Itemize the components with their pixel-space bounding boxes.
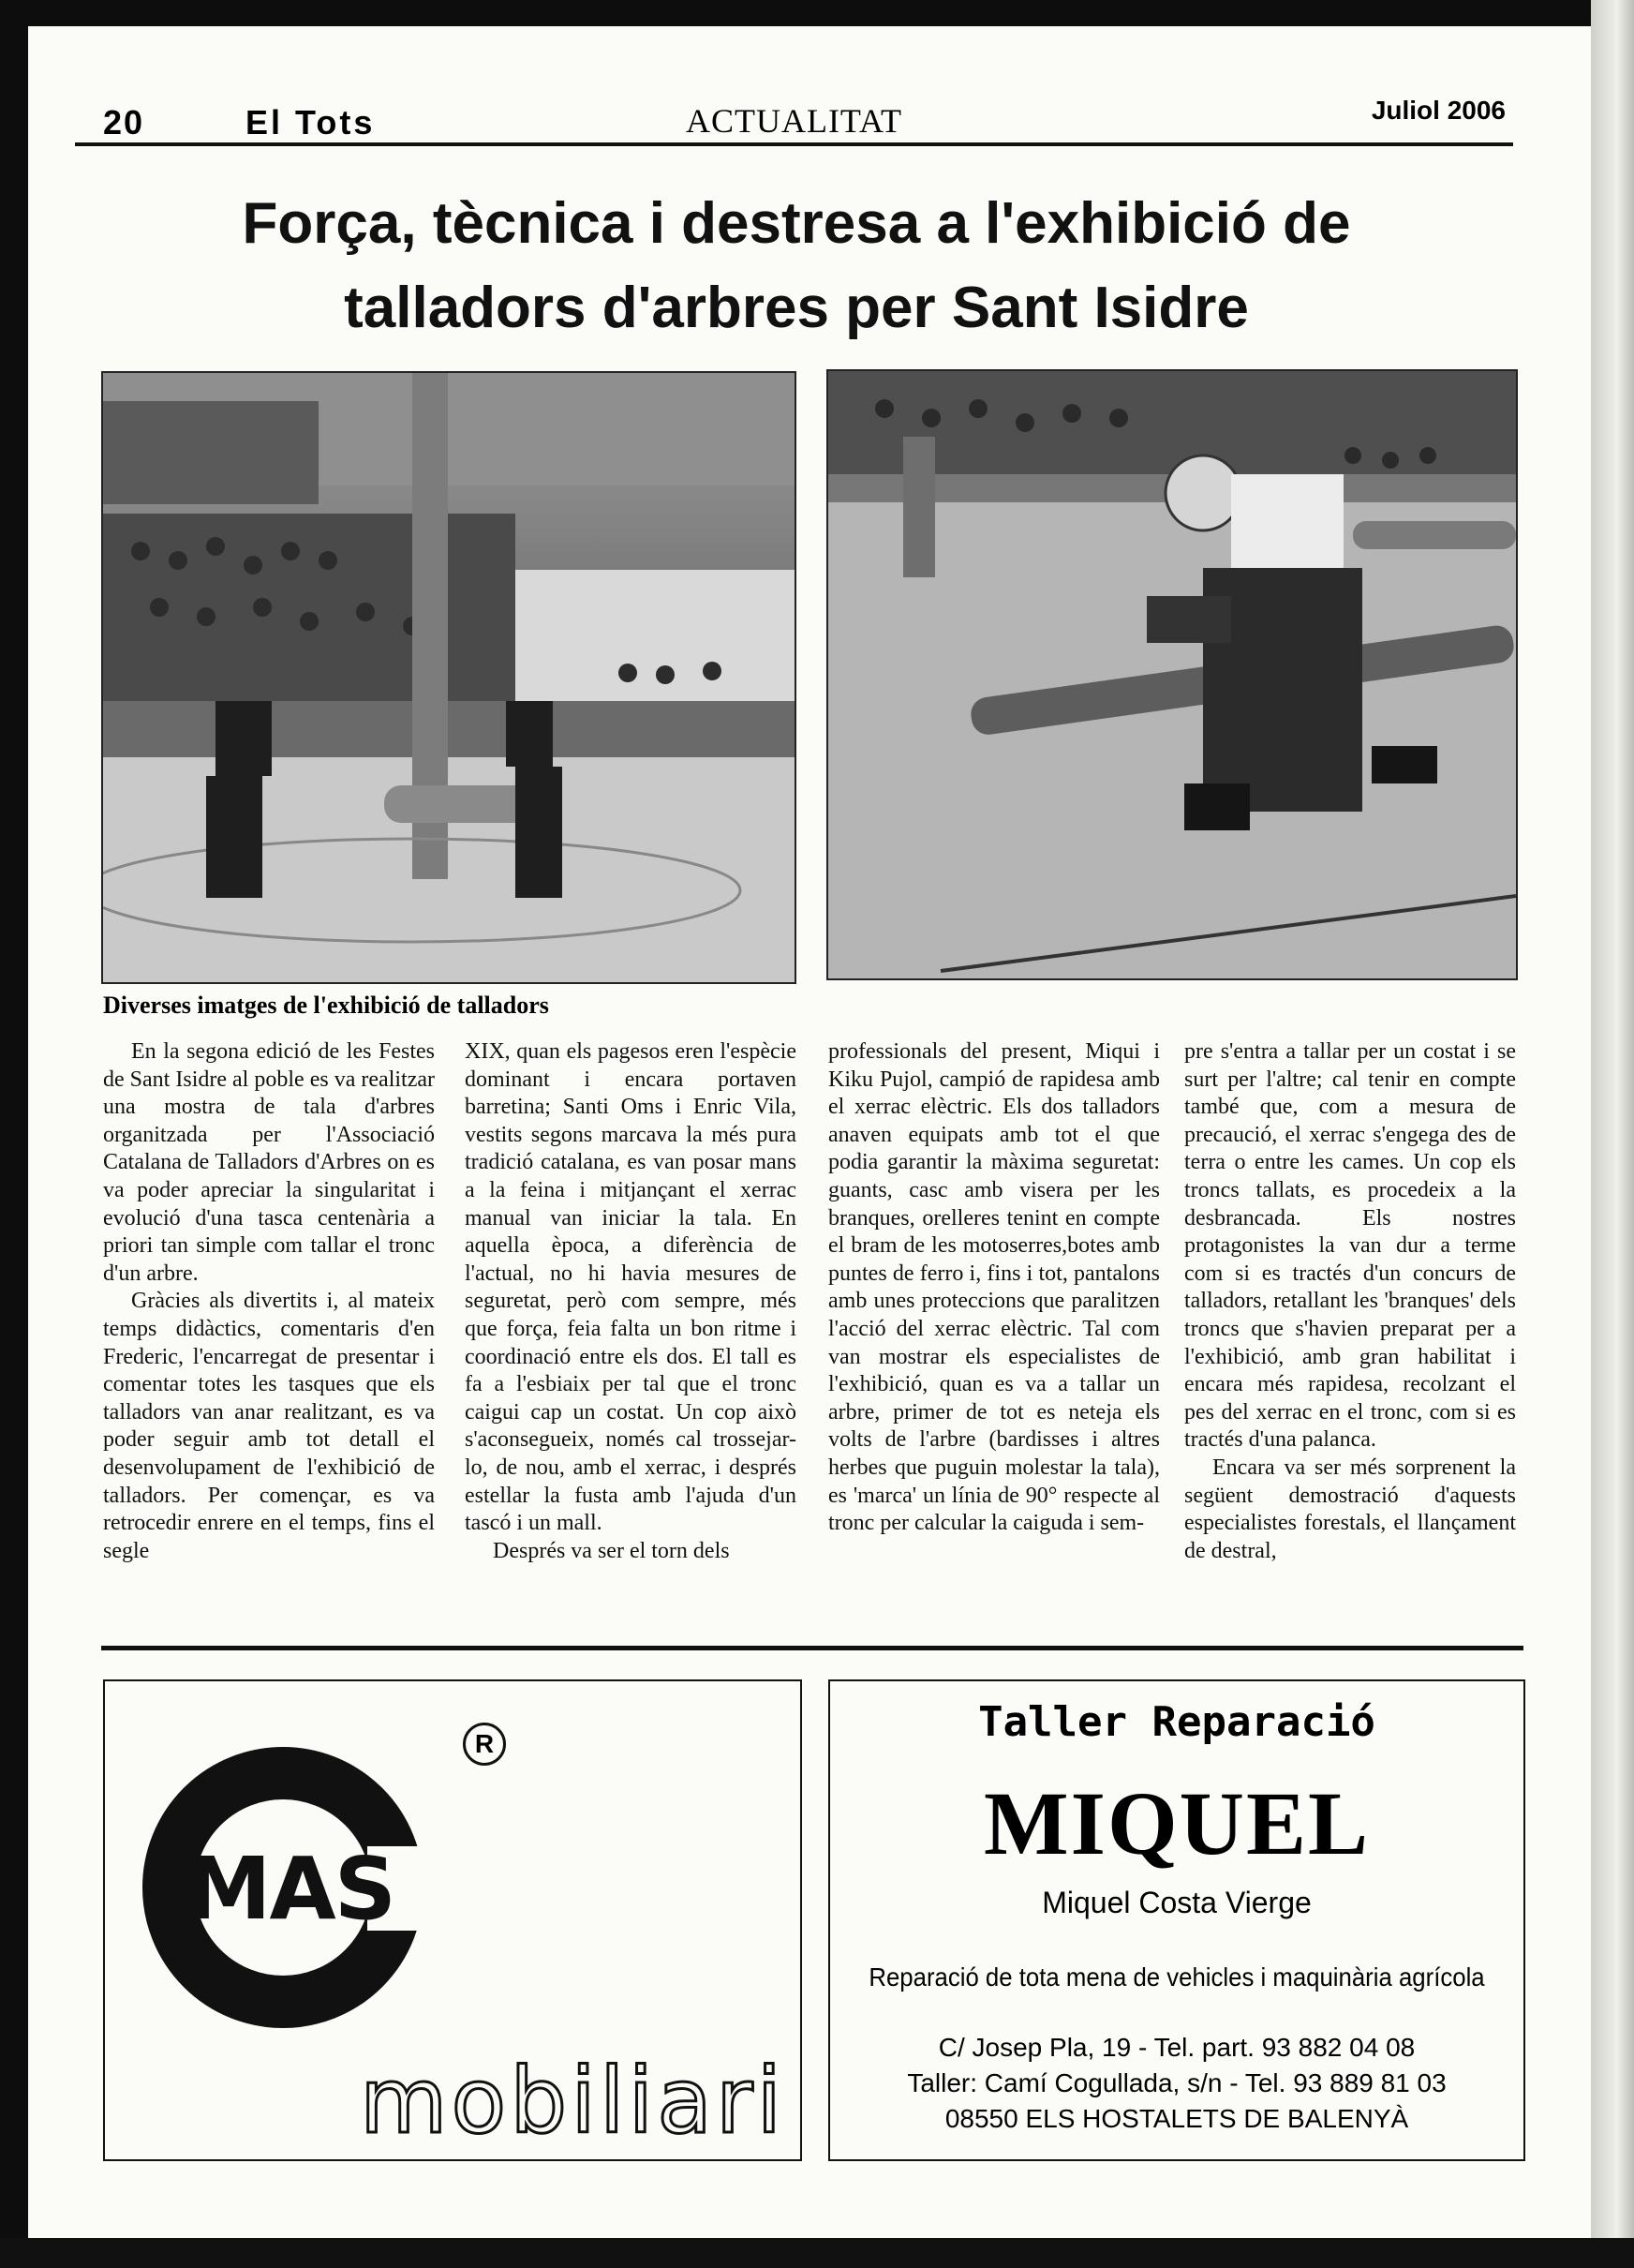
paragraph: professionals del present, Miqui i Kiku Pujol, campió de rapidesa amb el xerrac elèctric. Els dos talladors anaven equipats amb tot el que podia garantir la màxima seguretat: guants, casc amb visera per les branques, orelleres tenint en compte el bram de les motoserres,botes amb puntes de ferro i, fins i tot, pantalons amb unes proteccions que paralitzen l'acció del xerrac elèctric. Tal com van mostrar els especialistes de l'exhibició, quan es va a tallar un arbre, primer de tot es neteja els volts de l'arbre (bardisses i altres herbes que puguin molestar la tala), es 'marca' un línia de 90° respecte al tronc per calcular la caiguda i sem- [828,1039,1160,1536]
paragraph: XIX, quan els pagesos eren l'espècie dominant i encara portaven barretina; Santi Oms i Enric Vila, vestits segons marcava la més pura tradició catalana, es van posar mans a la feina i mitjançant el xerrac manual van iniciar la tala. En aquella època, a diferència de l'actual, no hi havia mesures de seguretat, però com sempre, més que força, feia falta un bon ritme i coordinació entre els dos. El tall es fa a l'esbiaix per tal que el tronc caigui cap un costat. Un cop això s'aconsegueix, només cal trossejar-lo, de nou, amb el xerrac, i després estellar la fusta amb l'ajuda d'un tascó i un mall. [465,1039,796,1536]
mas-logo-text: MAS [186,1839,395,1939]
article-column-2 [465,1038,796,1629]
photo-chainsaw [826,369,1518,980]
article-column-3 [828,1038,1160,1629]
photo-manual-saw-illustration [103,373,795,982]
ad-contact [830,2030,1523,2137]
ad-town: 08550 ELS HOSTALETS DE BALENYÀ [944,2104,1409,2133]
scan-border [0,2238,1634,2268]
ad-workshop: Taller: Camí Cogullada, s/n - Tel. 93 889 81 03 [907,2068,1447,2097]
issue-date: Juliol 2006 [1371,96,1506,125]
advertisement-taller-miquel [828,1679,1525,2161]
paragraph: Encara va ser més sorprenent la següent demostració d'aquests especialistes forestals, el llançament de destral, [1184,1455,1516,1563]
photo-chainsaw-illustration [828,371,1516,978]
article-column-1 [103,1038,435,1629]
page-header [75,75,1513,146]
page-edge [1591,0,1634,2268]
ad-heading: Taller Reparació [978,1698,1375,1746]
paragraph: Gràcies als divertits i, al mateix temps didàctics, comentaris d'en Frederic, l'encarregat de presentar i comentar totes les tasques que els talladors van anar realitzant, es va poder seguir amb tot detall el desenvolupament de l'exhibició de talladors. Per començar, es va retrocedir enrere en el temps, fins el segle [103,1289,435,1563]
magazine-name: El Tots [245,103,376,142]
advertisement-mas-mobiliari [103,1679,802,2161]
paragraph: pre s'entra a tallar per un costat i se surt per l'altre; cal tenir en compte també que, com a mesura de precaució, el xerrac s'engega des de terra o entre les cames. Un cop els troncs tallats, es procedeix a la desbrancada. Els nostres protagonistes la van dur a terme com si es tractés d'un concurs de talladors, retallant les 'branques' dels troncs que s'havien preparat per a l'exhibició, amb gran habilitat i encara més rapidesa, recolzant el pes del xerrac en el tronc, com si es tractés d'una palanca. [1184,1039,1516,1453]
ad-owner: Miquel Costa Vierge [1042,1886,1312,1919]
newspaper-page [28,26,1591,2238]
ad-business-name: MIQUEL [983,1773,1371,1873]
paragraph: En la segona edició de les Festes de Sant Isidre al poble es va realitzar una mostra de tala d'arbres organitzada per l'Associació Catalana de Talladors d'Arbres on es va poder apreciar la singularitat i evolució d'una tasca centenària a priori tan simple com tallar el tronc d'un arbre. [103,1039,435,1286]
title-line-2: talladors d'arbres per Sant Isidre [344,276,1249,340]
photo-caption: Diverses imatges de l'exhibició de talladors [103,992,549,1019]
article-title [84,182,1508,351]
section-name: ACTUALITAT [685,102,903,140]
mas-subtitle: mobiliari [360,2049,786,2154]
article-column-4 [1184,1038,1516,1629]
photo-manual-saw [101,371,796,984]
page-number: 20 [103,103,145,142]
paragraph: Després va ser el torn dels [493,1538,730,1563]
section-divider [101,1646,1523,1650]
title-line-1: Força, tècnica i destresa a l'exhibició de [242,191,1351,256]
ad-services: Reparació de tota mena de vehicles i maquinària agrícola [869,1962,1485,1992]
registered-mark: R [463,1723,506,1766]
ad-address: C/ Josep Pla, 19 - Tel. part. 93 882 04 08 [938,2033,1416,2062]
